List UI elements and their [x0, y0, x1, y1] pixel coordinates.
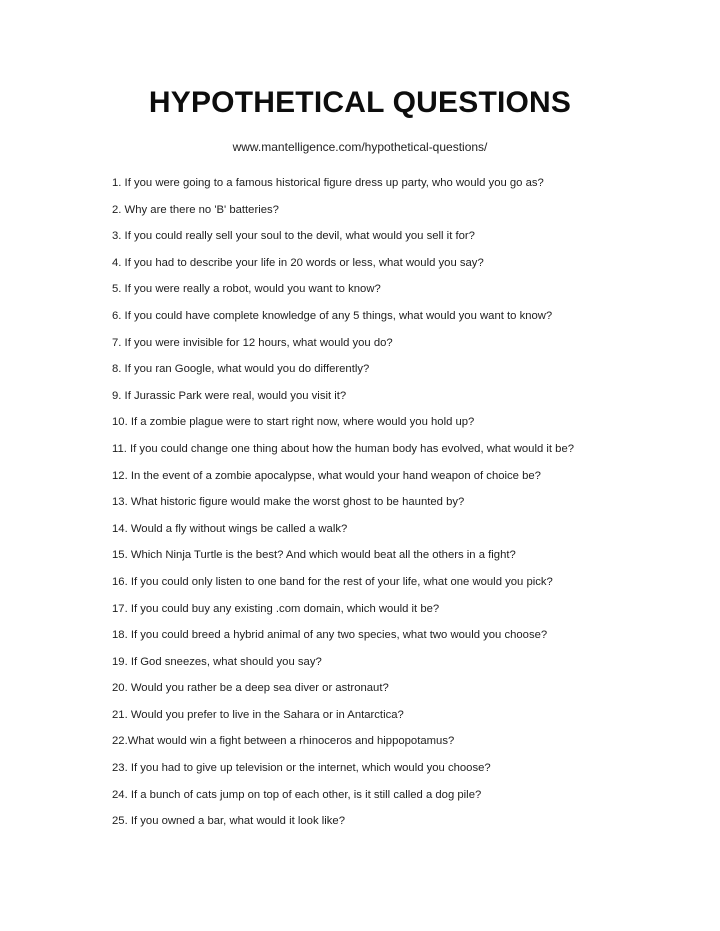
question-item: 16. If you could only listen to one band for the rest of your life, what one would you pick? — [112, 575, 553, 588]
document-title: HYPOTHETICAL QUESTIONS — [148, 86, 572, 119]
question-item: 2. Why are there no 'B' batteries? — [112, 203, 279, 216]
question-item: 20. Would you rather be a deep sea diver or astronaut? — [112, 682, 389, 695]
question-item: 19. If God sneezes, what should you say? — [112, 655, 322, 668]
question-item: 4. If you had to describe your life in 20 words or less, what would you say? — [112, 256, 484, 269]
question-item: 12. In the event of a zombie apocalypse, what would your hand weapon of choice be? — [112, 469, 541, 482]
question-item: 14. Would a fly without wings be called a walk? — [112, 522, 348, 535]
question-item: 18. If you could breed a hybrid animal of any two species, what two would you choose? — [112, 629, 548, 642]
source-url: www.mantelligence.com/hypothetical-questions/ — [232, 140, 488, 154]
question-item: 5. If you were really a robot, would you want to know? — [112, 283, 381, 296]
question-item: 8. If you ran Google, what would you do differently? — [112, 363, 370, 376]
question-item: 1. If you were going to a famous historical figure dress up party, who would you go as? — [112, 177, 544, 189]
question-list — [112, 174, 692, 839]
question-item: 21. Would you prefer to live in the Sahara or in Antarctica? — [112, 708, 404, 721]
question-item: 22.What would win a fight between a rhinoceros and hippopotamus? — [112, 735, 455, 748]
question-item: 11. If you could change one thing about how the human body has evolved, what would it be? — [112, 442, 575, 455]
question-item: 10. If a zombie plague were to start right now, where would you hold up? — [112, 416, 475, 429]
question-item: 3. If you could really sell your soul to the devil, what would you sell it for? — [112, 230, 475, 243]
question-item: 13. What historic figure would make the worst ghost to be haunted by? — [112, 496, 465, 509]
question-item: 7. If you were invisible for 12 hours, what would you do? — [112, 336, 393, 349]
question-item: 17. If you could buy any existing .com domain, which would it be? — [112, 602, 440, 615]
question-item: 9. If Jurassic Park were real, would you visit it? — [112, 389, 347, 402]
question-item: 24. If a bunch of cats jump on top of each other, is it still called a dog pile? — [112, 788, 482, 801]
question-item: 25. If you owned a bar, what would it look like? — [112, 815, 345, 828]
question-item: 15. Which Ninja Turtle is the best? And which would beat all the others in a fight? — [112, 549, 516, 562]
question-item: 23. If you had to give up television or the internet, which would you choose? — [112, 762, 491, 775]
question-item: 6. If you could have complete knowledge of any 5 things, what would you want to know? — [112, 309, 553, 322]
